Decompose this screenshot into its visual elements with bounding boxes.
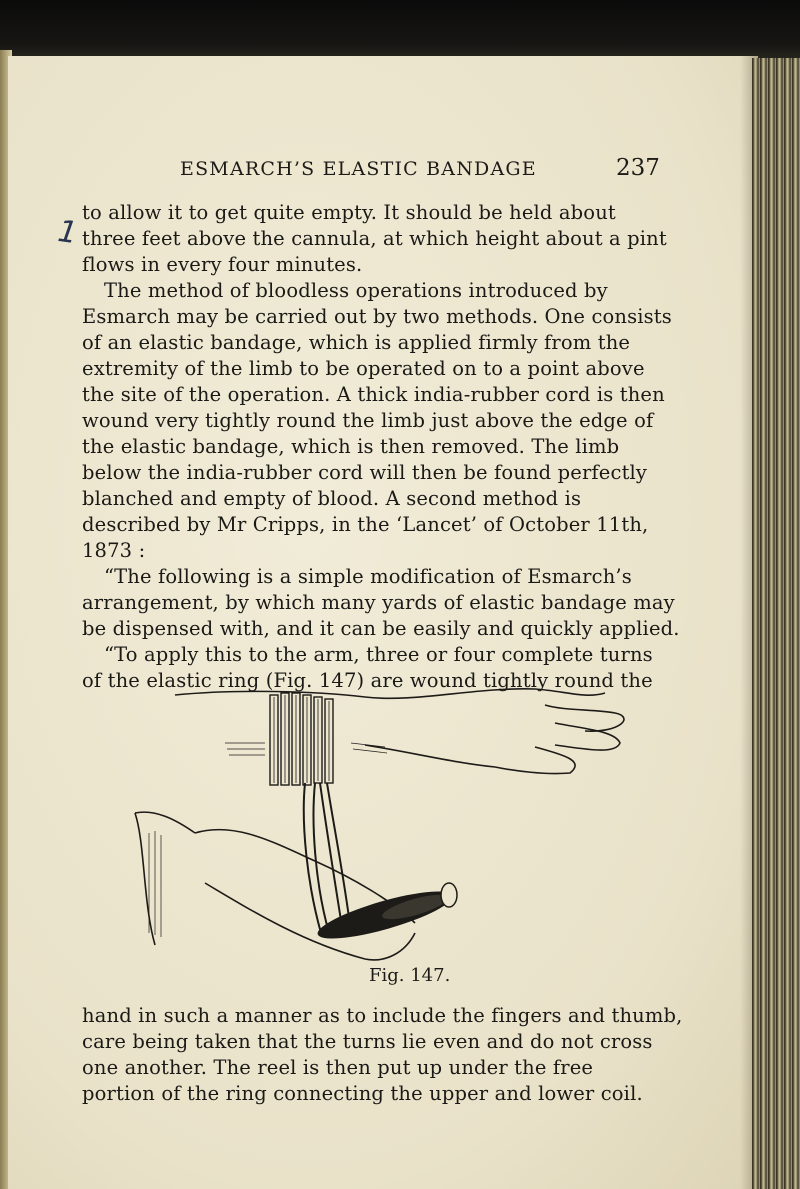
ring-free-portion xyxy=(304,783,351,933)
text-line: wound very tightly round the limb just above the edge of xyxy=(82,409,654,432)
text-line: Esmarch may be carried out by two methods. One consists xyxy=(82,305,672,328)
text-line: the elastic bandage, which is then removed. The limb xyxy=(82,435,620,458)
text-line: extremity of the limb to be operated on to a point above xyxy=(82,357,645,380)
wrist-outline xyxy=(135,813,155,945)
text-line: The method of bloodless operations introduced by xyxy=(104,279,608,302)
text-line: hand in such a manner as to include the fingers and thumb, xyxy=(82,1004,683,1027)
text-line: to allow it to get quite empty. It should be held about xyxy=(82,201,616,224)
hand-back-outline xyxy=(365,689,605,699)
text-line: be dispensed with, and it can be easily and quickly applied. xyxy=(82,617,680,640)
text-line: 1873 : xyxy=(82,539,146,562)
text-line: below the india-rubber cord will then be found perfectly xyxy=(82,461,648,484)
text-line: arrangement, by which many yards of elastic bandage may xyxy=(82,591,675,614)
text-line: described by Mr Cripps, in the ‘Lancet’ of October 11th, xyxy=(82,513,649,536)
palm-outline xyxy=(365,745,495,767)
text-line: the site of the operation. A thick india-rubber cord is then xyxy=(82,383,665,406)
text-line: flows in every four minutes. xyxy=(82,253,363,276)
reel-icon xyxy=(314,882,457,948)
page-number: 237 xyxy=(616,155,660,181)
scan-background xyxy=(0,0,800,62)
text-line: of the elastic ring (Fig. 147) are wound tightly round the xyxy=(82,669,653,692)
running-head: ESMARCH’S ELASTIC BANDAGE xyxy=(180,158,537,180)
body-text-bottom xyxy=(82,1003,683,1107)
text-line: “The following is a simple modification of Esmarch’s xyxy=(104,565,632,588)
figure-147-illustration xyxy=(115,683,715,973)
page-fore-edge xyxy=(752,58,800,1189)
text-line: blanched and empty of blood. A second method is xyxy=(82,487,582,510)
text-line: care being taken that the turns lie even and do not cross xyxy=(82,1030,653,1053)
text-line: three feet above the cannula, at which height about a pint xyxy=(82,227,667,250)
figure-caption: Fig. 147. xyxy=(369,965,451,986)
margin-pencil-mark: 1 xyxy=(55,213,80,252)
text-line: one another. The reel is then put up under the free xyxy=(82,1056,594,1079)
text-line: “To apply this to the arm, three or four complete turns xyxy=(104,643,653,666)
fingers-outline xyxy=(545,705,624,731)
text-line: of an elastic bandage, which is applied firmly from the xyxy=(82,331,631,354)
elastic-ring-coils xyxy=(270,693,333,785)
body-text-top xyxy=(82,200,680,694)
text-line: portion of the ring connecting the upper and lower coil. xyxy=(82,1082,643,1105)
